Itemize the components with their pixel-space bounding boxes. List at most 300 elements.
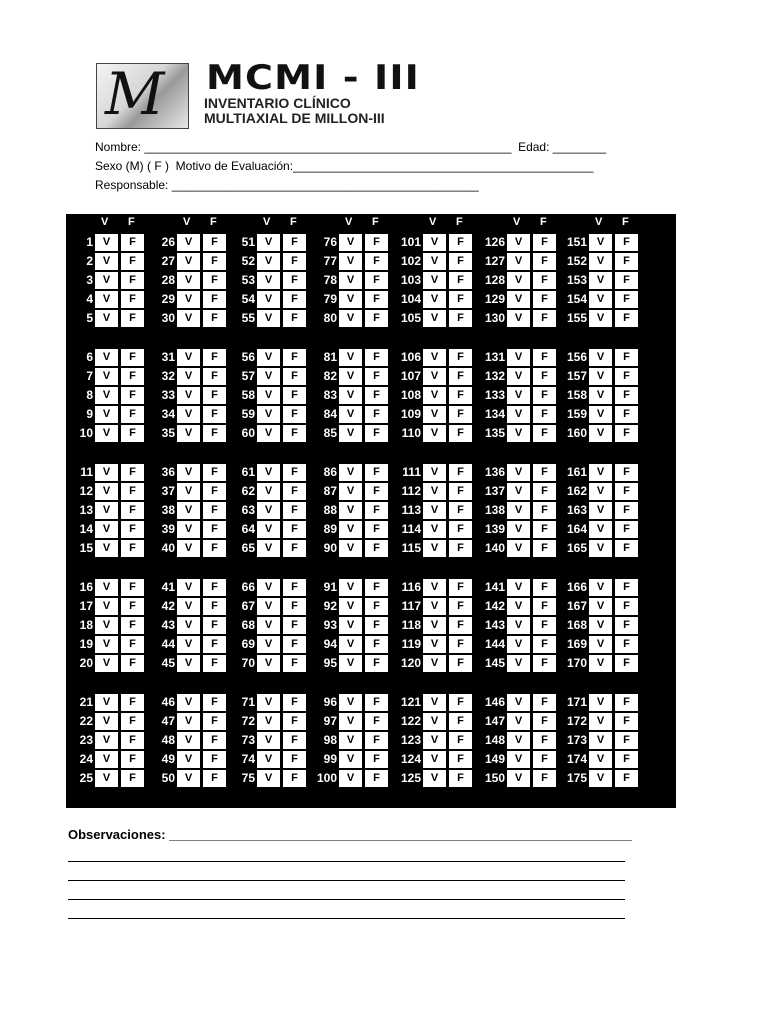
answer-f-box[interactable]: F — [365, 636, 388, 653]
answer-f-box[interactable]: F — [615, 234, 638, 251]
answer-v-box[interactable]: V — [95, 579, 118, 596]
answer-f-box[interactable]: F — [203, 770, 226, 787]
answer-v-box[interactable]: V — [257, 579, 280, 596]
answer-f-box[interactable]: F — [121, 387, 144, 404]
answer-v-box[interactable]: V — [339, 502, 362, 519]
answer-v-box[interactable]: V — [177, 483, 200, 500]
answer-v-box[interactable]: V — [589, 579, 612, 596]
answer-f-box[interactable]: F — [203, 425, 226, 442]
answer-f-box[interactable]: F — [365, 694, 388, 711]
answer-f-box[interactable]: F — [365, 713, 388, 730]
answer-f-box[interactable]: F — [365, 521, 388, 538]
answer-v-box[interactable]: V — [589, 464, 612, 481]
answer-f-box[interactable]: F — [365, 655, 388, 672]
answer-v-box[interactable]: V — [177, 521, 200, 538]
answer-v-box[interactable]: V — [257, 636, 280, 653]
answer-f-box[interactable]: F — [449, 694, 472, 711]
answer-v-box[interactable]: V — [423, 387, 446, 404]
answer-v-box[interactable]: V — [95, 272, 118, 289]
answer-f-box[interactable]: F — [615, 349, 638, 366]
answer-f-box[interactable]: F — [615, 464, 638, 481]
answer-f-box[interactable]: F — [449, 713, 472, 730]
answer-f-box[interactable]: F — [365, 732, 388, 749]
answer-f-box[interactable]: F — [203, 387, 226, 404]
answer-f-box[interactable]: F — [449, 579, 472, 596]
answer-f-box[interactable]: F — [615, 521, 638, 538]
answer-v-box[interactable]: V — [423, 483, 446, 500]
answer-f-box[interactable]: F — [615, 598, 638, 615]
answer-f-box[interactable]: F — [283, 387, 306, 404]
answer-f-box[interactable]: F — [283, 502, 306, 519]
answer-v-box[interactable]: V — [95, 349, 118, 366]
answer-f-box[interactable]: F — [121, 617, 144, 634]
answer-f-box[interactable]: F — [449, 272, 472, 289]
answer-f-box[interactable]: F — [203, 655, 226, 672]
answer-v-box[interactable]: V — [257, 464, 280, 481]
answer-v-box[interactable]: V — [339, 617, 362, 634]
answer-v-box[interactable]: V — [423, 406, 446, 423]
answer-f-box[interactable]: F — [203, 713, 226, 730]
answer-v-box[interactable]: V — [177, 694, 200, 711]
answer-v-box[interactable]: V — [339, 598, 362, 615]
answer-v-box[interactable]: V — [257, 483, 280, 500]
answer-v-box[interactable]: V — [589, 253, 612, 270]
answer-v-box[interactable]: V — [177, 713, 200, 730]
answer-f-box[interactable]: F — [615, 694, 638, 711]
answer-f-box[interactable]: F — [533, 521, 556, 538]
answer-v-box[interactable]: V — [589, 540, 612, 557]
answer-v-box[interactable]: V — [507, 406, 530, 423]
answer-f-box[interactable]: F — [533, 272, 556, 289]
answer-f-box[interactable]: F — [365, 387, 388, 404]
answer-f-box[interactable]: F — [121, 732, 144, 749]
answer-f-box[interactable]: F — [615, 272, 638, 289]
answer-f-box[interactable]: F — [533, 751, 556, 768]
answer-v-box[interactable]: V — [339, 406, 362, 423]
answer-v-box[interactable]: V — [95, 713, 118, 730]
observations-line[interactable] — [68, 918, 625, 919]
answer-f-box[interactable]: F — [449, 770, 472, 787]
answer-f-box[interactable]: F — [365, 617, 388, 634]
answer-v-box[interactable]: V — [95, 310, 118, 327]
answer-f-box[interactable]: F — [449, 617, 472, 634]
answer-v-box[interactable]: V — [589, 291, 612, 308]
answer-f-box[interactable]: F — [365, 751, 388, 768]
answer-v-box[interactable]: V — [423, 502, 446, 519]
answer-f-box[interactable]: F — [283, 272, 306, 289]
answer-f-box[interactable]: F — [121, 751, 144, 768]
answer-v-box[interactable]: V — [339, 464, 362, 481]
answer-f-box[interactable]: F — [615, 406, 638, 423]
answer-f-box[interactable]: F — [365, 579, 388, 596]
answer-f-box[interactable]: F — [121, 636, 144, 653]
answer-v-box[interactable]: V — [589, 406, 612, 423]
answer-v-box[interactable]: V — [507, 425, 530, 442]
answer-v-box[interactable]: V — [95, 368, 118, 385]
answer-f-box[interactable]: F — [449, 368, 472, 385]
answer-v-box[interactable]: V — [257, 540, 280, 557]
answer-v-box[interactable]: V — [95, 387, 118, 404]
answer-f-box[interactable]: F — [615, 636, 638, 653]
answer-f-box[interactable]: F — [365, 483, 388, 500]
answer-f-box[interactable]: F — [533, 770, 556, 787]
answer-v-box[interactable]: V — [177, 579, 200, 596]
answer-v-box[interactable]: V — [177, 732, 200, 749]
answer-f-box[interactable]: F — [615, 387, 638, 404]
answer-v-box[interactable]: V — [423, 636, 446, 653]
answer-v-box[interactable]: V — [177, 425, 200, 442]
answer-v-box[interactable]: V — [339, 540, 362, 557]
observations-line[interactable] — [68, 880, 625, 881]
answer-f-box[interactable]: F — [365, 770, 388, 787]
answer-v-box[interactable]: V — [339, 387, 362, 404]
answer-v-box[interactable]: V — [589, 751, 612, 768]
answer-f-box[interactable]: F — [449, 521, 472, 538]
answer-v-box[interactable]: V — [177, 387, 200, 404]
answer-v-box[interactable]: V — [339, 234, 362, 251]
answer-v-box[interactable]: V — [423, 694, 446, 711]
answer-v-box[interactable]: V — [507, 521, 530, 538]
answer-f-box[interactable]: F — [283, 253, 306, 270]
answer-v-box[interactable]: V — [257, 234, 280, 251]
answer-f-box[interactable]: F — [449, 655, 472, 672]
answer-v-box[interactable]: V — [507, 234, 530, 251]
answer-v-box[interactable]: V — [507, 464, 530, 481]
answer-v-box[interactable]: V — [177, 310, 200, 327]
answer-v-box[interactable]: V — [95, 655, 118, 672]
answer-f-box[interactable]: F — [449, 751, 472, 768]
answer-f-box[interactable]: F — [365, 234, 388, 251]
answer-f-box[interactable]: F — [283, 425, 306, 442]
answer-f-box[interactable]: F — [449, 406, 472, 423]
answer-v-box[interactable]: V — [589, 349, 612, 366]
answer-f-box[interactable]: F — [615, 655, 638, 672]
answer-v-box[interactable]: V — [589, 502, 612, 519]
answer-v-box[interactable]: V — [257, 770, 280, 787]
answer-v-box[interactable]: V — [589, 387, 612, 404]
answer-f-box[interactable]: F — [203, 636, 226, 653]
answer-f-box[interactable]: F — [203, 540, 226, 557]
answer-v-box[interactable]: V — [339, 579, 362, 596]
answer-f-box[interactable]: F — [283, 291, 306, 308]
answer-v-box[interactable]: V — [589, 310, 612, 327]
answer-f-box[interactable]: F — [533, 732, 556, 749]
answer-f-box[interactable]: F — [449, 636, 472, 653]
responsible-field[interactable]: Responsable: ______________________________________________ — [95, 178, 479, 192]
answer-f-box[interactable]: F — [203, 579, 226, 596]
answer-v-box[interactable]: V — [257, 694, 280, 711]
answer-v-box[interactable]: V — [257, 598, 280, 615]
answer-v-box[interactable]: V — [339, 483, 362, 500]
answer-f-box[interactable]: F — [533, 368, 556, 385]
answer-v-box[interactable]: V — [423, 425, 446, 442]
answer-f-box[interactable]: F — [121, 464, 144, 481]
answer-f-box[interactable]: F — [533, 310, 556, 327]
answer-f-box[interactable]: F — [365, 464, 388, 481]
answer-v-box[interactable]: V — [423, 234, 446, 251]
answer-f-box[interactable]: F — [121, 483, 144, 500]
answer-v-box[interactable]: V — [423, 579, 446, 596]
answer-f-box[interactable]: F — [533, 387, 556, 404]
answer-v-box[interactable]: V — [95, 598, 118, 615]
answer-f-box[interactable]: F — [449, 291, 472, 308]
answer-v-box[interactable]: V — [589, 234, 612, 251]
answer-f-box[interactable]: F — [615, 425, 638, 442]
answer-f-box[interactable]: F — [533, 617, 556, 634]
answer-f-box[interactable]: F — [203, 291, 226, 308]
observations-field[interactable]: Observaciones: ________________________________________________________________ — [68, 827, 632, 842]
answer-f-box[interactable]: F — [365, 253, 388, 270]
answer-f-box[interactable]: F — [615, 732, 638, 749]
answer-f-box[interactable]: F — [121, 272, 144, 289]
observations-line[interactable] — [68, 899, 625, 900]
answer-f-box[interactable]: F — [283, 636, 306, 653]
answer-v-box[interactable]: V — [507, 502, 530, 519]
answer-f-box[interactable]: F — [121, 694, 144, 711]
answer-v-box[interactable]: V — [339, 272, 362, 289]
answer-f-box[interactable]: F — [121, 598, 144, 615]
answer-v-box[interactable]: V — [177, 751, 200, 768]
answer-v-box[interactable]: V — [339, 310, 362, 327]
answer-v-box[interactable]: V — [257, 425, 280, 442]
answer-f-box[interactable]: F — [203, 349, 226, 366]
answer-v-box[interactable]: V — [177, 770, 200, 787]
answer-f-box[interactable]: F — [203, 502, 226, 519]
answer-f-box[interactable]: F — [449, 598, 472, 615]
answer-v-box[interactable]: V — [95, 751, 118, 768]
answer-f-box[interactable]: F — [121, 368, 144, 385]
answer-f-box[interactable]: F — [615, 483, 638, 500]
answer-v-box[interactable]: V — [257, 310, 280, 327]
answer-v-box[interactable]: V — [507, 253, 530, 270]
answer-v-box[interactable]: V — [95, 502, 118, 519]
answer-v-box[interactable]: V — [423, 291, 446, 308]
answer-v-box[interactable]: V — [507, 368, 530, 385]
answer-f-box[interactable]: F — [533, 406, 556, 423]
answer-v-box[interactable]: V — [177, 655, 200, 672]
answer-f-box[interactable]: F — [283, 732, 306, 749]
answer-v-box[interactable]: V — [423, 713, 446, 730]
answer-v-box[interactable]: V — [507, 310, 530, 327]
answer-v-box[interactable]: V — [95, 291, 118, 308]
answer-f-box[interactable]: F — [203, 521, 226, 538]
answer-v-box[interactable]: V — [589, 272, 612, 289]
answer-f-box[interactable]: F — [533, 579, 556, 596]
answer-v-box[interactable]: V — [507, 387, 530, 404]
answer-f-box[interactable]: F — [533, 694, 556, 711]
answer-f-box[interactable]: F — [283, 234, 306, 251]
answer-v-box[interactable]: V — [507, 694, 530, 711]
answer-v-box[interactable]: V — [339, 655, 362, 672]
answer-f-box[interactable]: F — [449, 540, 472, 557]
answer-v-box[interactable]: V — [423, 310, 446, 327]
answer-v-box[interactable]: V — [177, 291, 200, 308]
answer-v-box[interactable]: V — [339, 732, 362, 749]
answer-v-box[interactable]: V — [257, 617, 280, 634]
answer-f-box[interactable]: F — [121, 713, 144, 730]
answer-v-box[interactable]: V — [177, 598, 200, 615]
answer-f-box[interactable]: F — [533, 598, 556, 615]
answer-v-box[interactable]: V — [339, 694, 362, 711]
answer-v-box[interactable]: V — [423, 464, 446, 481]
answer-v-box[interactable]: V — [507, 732, 530, 749]
answer-v-box[interactable]: V — [177, 272, 200, 289]
answer-f-box[interactable]: F — [283, 751, 306, 768]
answer-f-box[interactable]: F — [533, 464, 556, 481]
answer-f-box[interactable]: F — [283, 483, 306, 500]
answer-f-box[interactable]: F — [203, 253, 226, 270]
answer-v-box[interactable]: V — [507, 483, 530, 500]
answer-f-box[interactable]: F — [283, 349, 306, 366]
answer-v-box[interactable]: V — [257, 751, 280, 768]
answer-v-box[interactable]: V — [507, 291, 530, 308]
answer-f-box[interactable]: F — [203, 617, 226, 634]
answer-f-box[interactable]: F — [121, 502, 144, 519]
answer-f-box[interactable]: F — [449, 253, 472, 270]
answer-v-box[interactable]: V — [423, 751, 446, 768]
answer-v-box[interactable]: V — [507, 770, 530, 787]
answer-f-box[interactable]: F — [365, 349, 388, 366]
answer-f-box[interactable]: F — [533, 540, 556, 557]
answer-v-box[interactable]: V — [257, 713, 280, 730]
answer-v-box[interactable]: V — [339, 349, 362, 366]
answer-v-box[interactable]: V — [95, 464, 118, 481]
answer-v-box[interactable]: V — [423, 521, 446, 538]
answer-f-box[interactable]: F — [283, 464, 306, 481]
answer-f-box[interactable]: F — [365, 310, 388, 327]
answer-f-box[interactable]: F — [365, 540, 388, 557]
answer-f-box[interactable]: F — [283, 521, 306, 538]
answer-v-box[interactable]: V — [177, 253, 200, 270]
answer-v-box[interactable]: V — [177, 464, 200, 481]
answer-f-box[interactable]: F — [449, 310, 472, 327]
answer-v-box[interactable]: V — [589, 483, 612, 500]
answer-f-box[interactable]: F — [365, 272, 388, 289]
answer-f-box[interactable]: F — [283, 617, 306, 634]
answer-v-box[interactable]: V — [257, 502, 280, 519]
answer-f-box[interactable]: F — [449, 425, 472, 442]
answer-f-box[interactable]: F — [449, 349, 472, 366]
answer-f-box[interactable]: F — [283, 694, 306, 711]
answer-f-box[interactable]: F — [203, 310, 226, 327]
answer-f-box[interactable]: F — [365, 598, 388, 615]
answer-v-box[interactable]: V — [95, 617, 118, 634]
answer-v-box[interactable]: V — [423, 617, 446, 634]
answer-v-box[interactable]: V — [339, 425, 362, 442]
answer-v-box[interactable]: V — [95, 770, 118, 787]
answer-f-box[interactable]: F — [121, 425, 144, 442]
answer-f-box[interactable]: F — [533, 655, 556, 672]
answer-f-box[interactable]: F — [615, 751, 638, 768]
answer-f-box[interactable]: F — [203, 483, 226, 500]
answer-f-box[interactable]: F — [203, 598, 226, 615]
answer-v-box[interactable]: V — [95, 694, 118, 711]
answer-v-box[interactable]: V — [589, 713, 612, 730]
answer-v-box[interactable]: V — [95, 540, 118, 557]
answer-f-box[interactable]: F — [203, 234, 226, 251]
answer-f-box[interactable]: F — [615, 770, 638, 787]
answer-v-box[interactable]: V — [423, 349, 446, 366]
answer-v-box[interactable]: V — [95, 425, 118, 442]
answer-v-box[interactable]: V — [339, 713, 362, 730]
answer-f-box[interactable]: F — [283, 598, 306, 615]
answer-f-box[interactable]: F — [283, 368, 306, 385]
answer-v-box[interactable]: V — [507, 655, 530, 672]
answer-v-box[interactable]: V — [589, 732, 612, 749]
answer-f-box[interactable]: F — [449, 732, 472, 749]
answer-v-box[interactable]: V — [257, 253, 280, 270]
answer-v-box[interactable]: V — [95, 253, 118, 270]
answer-f-box[interactable]: F — [283, 406, 306, 423]
answer-v-box[interactable]: V — [507, 540, 530, 557]
answer-f-box[interactable]: F — [203, 751, 226, 768]
answer-v-box[interactable]: V — [257, 368, 280, 385]
answer-v-box[interactable]: V — [257, 272, 280, 289]
answer-f-box[interactable]: F — [533, 253, 556, 270]
answer-v-box[interactable]: V — [423, 272, 446, 289]
answer-f-box[interactable]: F — [283, 713, 306, 730]
answer-f-box[interactable]: F — [365, 368, 388, 385]
answer-f-box[interactable]: F — [121, 406, 144, 423]
answer-f-box[interactable]: F — [203, 464, 226, 481]
answer-v-box[interactable]: V — [423, 732, 446, 749]
answer-v-box[interactable]: V — [589, 521, 612, 538]
answer-v-box[interactable]: V — [177, 349, 200, 366]
answer-f-box[interactable]: F — [533, 234, 556, 251]
answer-v-box[interactable]: V — [177, 540, 200, 557]
answer-v-box[interactable]: V — [589, 598, 612, 615]
answer-f-box[interactable]: F — [203, 406, 226, 423]
answer-f-box[interactable]: F — [449, 387, 472, 404]
answer-f-box[interactable]: F — [121, 253, 144, 270]
answer-v-box[interactable]: V — [589, 368, 612, 385]
answer-f-box[interactable]: F — [283, 310, 306, 327]
answer-v-box[interactable]: V — [507, 598, 530, 615]
answer-v-box[interactable]: V — [507, 713, 530, 730]
answer-f-box[interactable]: F — [615, 502, 638, 519]
answer-v-box[interactable]: V — [177, 636, 200, 653]
answer-v-box[interactable]: V — [339, 751, 362, 768]
answer-f-box[interactable]: F — [121, 579, 144, 596]
answer-f-box[interactable]: F — [449, 464, 472, 481]
answer-v-box[interactable]: V — [257, 732, 280, 749]
answer-v-box[interactable]: V — [177, 406, 200, 423]
answer-v-box[interactable]: V — [257, 349, 280, 366]
answer-f-box[interactable]: F — [615, 579, 638, 596]
name-age-field[interactable]: Nombre: _______________________________________________________ Edad: ________ — [95, 140, 607, 154]
answer-f-box[interactable]: F — [121, 291, 144, 308]
answer-f-box[interactable]: F — [615, 310, 638, 327]
answer-f-box[interactable]: F — [615, 540, 638, 557]
answer-f-box[interactable]: F — [203, 732, 226, 749]
answer-f-box[interactable]: F — [533, 483, 556, 500]
answer-v-box[interactable]: V — [423, 540, 446, 557]
answer-v-box[interactable]: V — [507, 636, 530, 653]
answer-v-box[interactable]: V — [177, 502, 200, 519]
answer-v-box[interactable]: V — [95, 234, 118, 251]
answer-v-box[interactable]: V — [423, 598, 446, 615]
answer-f-box[interactable]: F — [283, 770, 306, 787]
answer-v-box[interactable]: V — [507, 349, 530, 366]
answer-v-box[interactable]: V — [95, 521, 118, 538]
answer-f-box[interactable]: F — [283, 655, 306, 672]
answer-f-box[interactable]: F — [449, 502, 472, 519]
answer-f-box[interactable]: F — [121, 349, 144, 366]
answer-f-box[interactable]: F — [533, 349, 556, 366]
answer-v-box[interactable]: V — [95, 732, 118, 749]
answer-v-box[interactable]: V — [177, 368, 200, 385]
answer-f-box[interactable]: F — [121, 540, 144, 557]
